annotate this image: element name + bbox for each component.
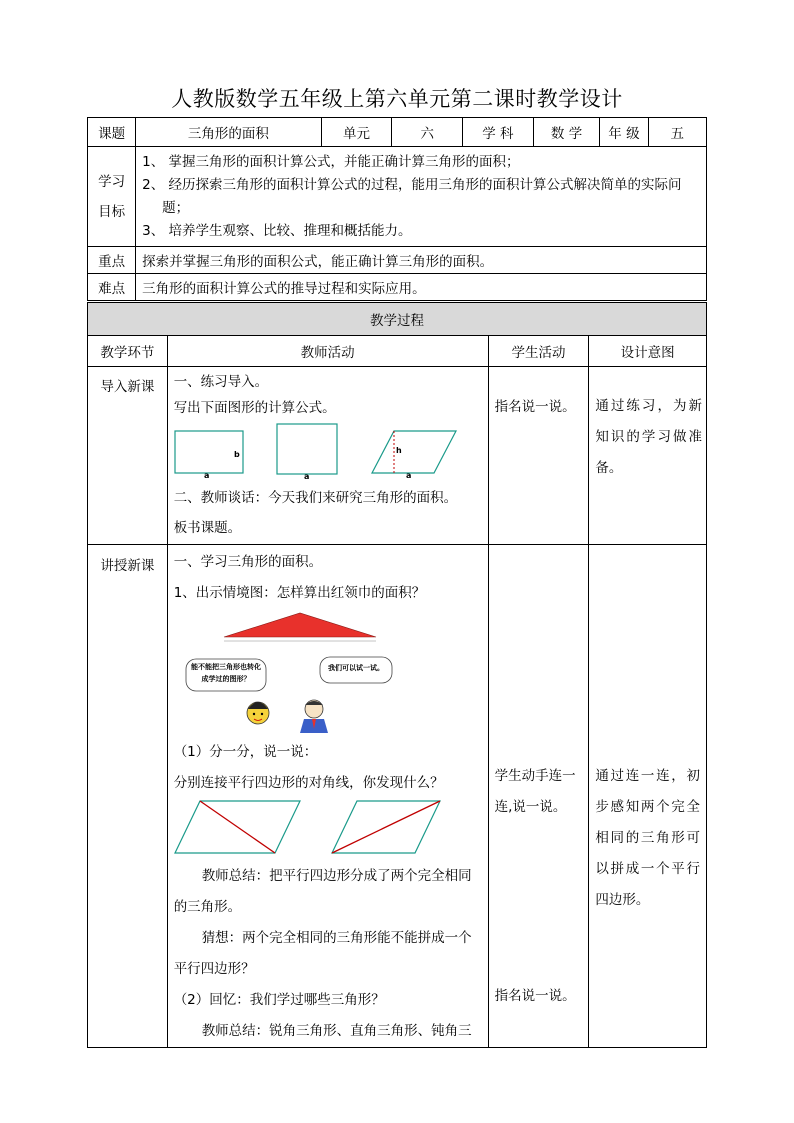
teach-purpose-cell [589, 545, 707, 1048]
process-table [87, 302, 707, 1048]
diagonal-left [200, 801, 275, 853]
teach-line: 1、出示情境图：怎样算出红领巾的面积？ [173, 585, 426, 601]
red-scarf-triangle [224, 613, 376, 637]
teach-line: （2）回忆：我们学过哪些三角形？ [173, 992, 385, 1008]
intro-teacher [167, 367, 488, 545]
teach-line: 猜想：两个完全相同的三角形能不能拼成一个平行四边形？ [173, 930, 472, 977]
goal-item: 题； [162, 199, 190, 216]
teach-line: 一、学习三角形的面积。 [173, 554, 323, 570]
intro-stage: 导入新课 [88, 367, 168, 545]
teach-purpose: 通过连一连，初步感知两个完全相同的三角形可以拼成一个平行四边形。 [595, 768, 700, 908]
page-title: 人教版数学五年级上第六单元第二课时教学设计 [171, 87, 623, 111]
grade-value: 五 [648, 118, 706, 147]
square-shape [277, 424, 337, 474]
intro-line: 板书课题。 [173, 520, 242, 536]
key-label: 重点 [88, 247, 136, 274]
parallelogram-shape [372, 431, 456, 473]
para-h-label: h [395, 446, 402, 455]
unit-value: 六 [392, 118, 463, 147]
teach-teacher [167, 545, 488, 1048]
rectangle-shape [175, 431, 243, 473]
difficulty-value: 三角形的面积计算公式的推导过程和实际应用。 [136, 274, 707, 301]
goal-item: 1、 掌握三角形的面积计算公式，并能正确计算三角形的面积； [142, 153, 520, 170]
scarf-illustration [174, 609, 474, 737]
difficulty-label: 难点 [88, 274, 136, 301]
square-a-label: a [303, 472, 310, 481]
diagonal-right [332, 801, 440, 853]
teacher-icon [300, 700, 328, 733]
parallelogram-diagonals [174, 799, 474, 857]
intro-purpose: 通过练习，为新知识的学习做准备。 [589, 367, 707, 545]
goal-item: 2、 经历探索三角形的面积计算公式的过程，能用三角形的面积计算公式解决简单的实际问 [142, 176, 682, 193]
shape-figures [174, 423, 474, 483]
col-stage: 教学环节 [88, 336, 168, 367]
goals-label-1: 学习 [98, 173, 126, 190]
bubble-right-text: 我们可以试一试。 [327, 664, 384, 672]
bubble-left-text: 能不能把三角形也转化成学过的图形？ [190, 663, 261, 683]
goals-label-2: 目标 [98, 203, 126, 220]
header-table [87, 117, 707, 301]
topic-value: 三角形的面积 [136, 118, 321, 147]
teach-student [488, 545, 589, 1048]
goals-label [88, 147, 136, 247]
subject-label: 学 科 [463, 118, 534, 147]
col-purpose: 设计意图 [589, 336, 707, 367]
intro-line: 二、教师谈话：今天我们来研究三角形的面积。 [173, 490, 458, 506]
col-student: 学生活动 [488, 336, 589, 367]
intro-student: 指名说一说。 [488, 367, 589, 545]
boy-icon [247, 702, 269, 724]
teach-line: 教师总结：锐角三角形、直角三角形、钝角三 [201, 1023, 472, 1039]
intro-line: 一、练习导入。 [173, 374, 269, 390]
intro-line: 写出下面图形的计算公式。 [173, 400, 336, 416]
goals-list [136, 147, 707, 247]
rect-a-label: a [203, 471, 210, 480]
key-value: 探索并掌握三角形的面积公式，能正确计算三角形的面积。 [136, 247, 707, 274]
para-a-label: a [405, 471, 412, 480]
teach-line: （1）分一分，说一说： [173, 744, 318, 760]
teach-student-2: 指名说一说。 [494, 988, 576, 1004]
goal-item: 3、 培养学生观察、比较、推理和概括能力。 [142, 222, 412, 239]
unit-label: 单元 [321, 118, 392, 147]
topic-label: 课题 [88, 118, 136, 147]
teach-student-1: 学生动手连一连,说一说。 [494, 768, 576, 815]
subject-value: 数 学 [533, 118, 600, 147]
col-teacher: 教师活动 [167, 336, 488, 367]
teach-line: 分别连接平行四边形的对角线，你发现什么？ [173, 775, 444, 791]
teach-stage: 讲授新课 [88, 545, 168, 1048]
rect-b-label: b [233, 450, 240, 459]
process-title: 教学过程 [88, 303, 707, 336]
grade-label: 年 级 [600, 118, 648, 147]
teach-line: 教师总结：把平行四边形分成了两个完全相同的三角形。 [173, 868, 472, 915]
